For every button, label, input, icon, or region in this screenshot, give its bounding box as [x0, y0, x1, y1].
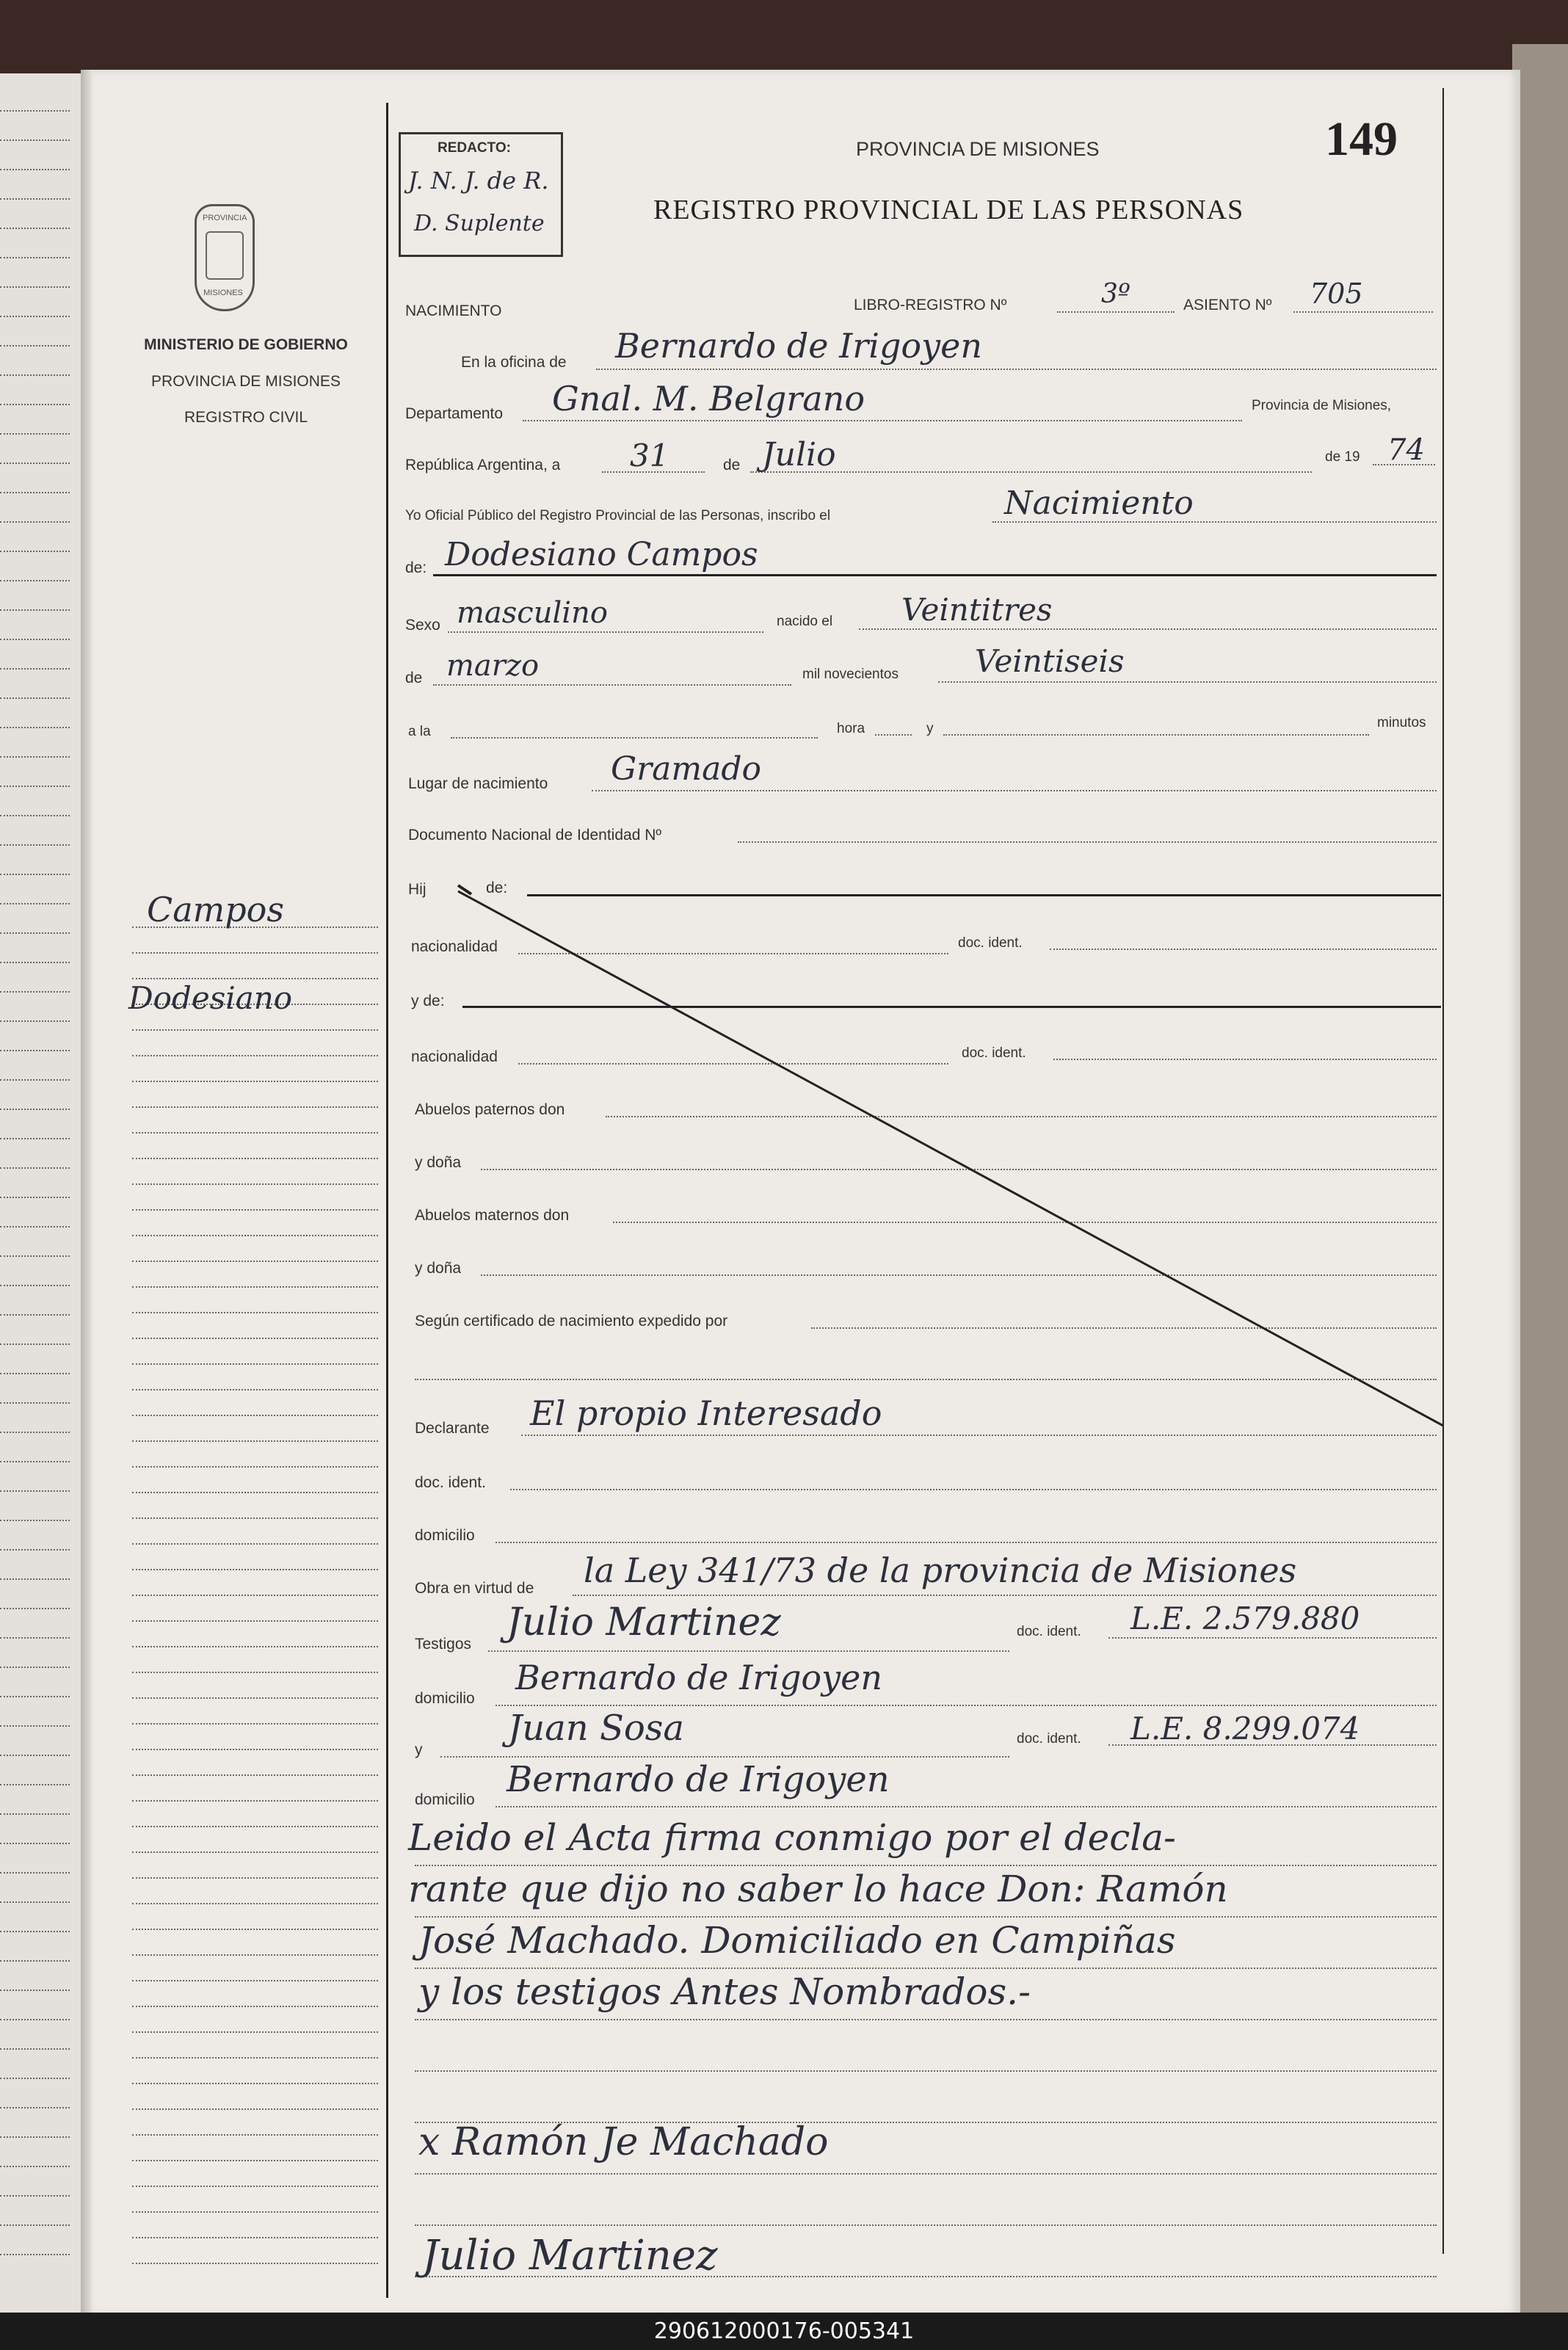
testigos-label: Testigos — [415, 1636, 472, 1653]
y-de-label: y de: — [411, 993, 445, 1009]
testigo2-value: Juan Sosa — [508, 1708, 684, 1749]
seal-text-bottom: MISIONES — [203, 289, 243, 297]
note-line-text-3: José Machado. Domiciliado en Campiñas — [418, 1919, 1176, 1962]
month-value: Julio — [762, 436, 836, 474]
doc-ident4-label: doc. ident. — [1017, 1624, 1081, 1639]
stamp-line2: D. Suplente — [414, 211, 545, 236]
oficina-value: Bernardo de Irigoyen — [615, 326, 982, 366]
obra-value: la Ley 341/73 de la provincia de Misiones — [584, 1551, 1297, 1590]
birth-de-label: de — [405, 670, 423, 686]
signature-testigo: Julio Martinez — [422, 2232, 718, 2280]
margin-given-name: Dodesiano — [128, 980, 293, 1016]
oficina-label: En la oficina de — [461, 354, 567, 371]
hora-y-label: y — [926, 721, 934, 736]
doc-ident5-label: doc. ident. — [1017, 1731, 1081, 1747]
hij-label: Hij — [408, 881, 427, 898]
month-de-label: de — [723, 457, 741, 474]
hora-label: hora — [837, 721, 865, 736]
minutos-label: minutos — [1377, 715, 1426, 730]
asiento-value: 705 — [1310, 278, 1363, 310]
departamento-value: Gnal. M. Belgrano — [552, 379, 865, 418]
section-label: NACIMIENTO — [405, 302, 502, 319]
mil-label: mil novecientos — [802, 667, 899, 682]
note-line-text-2: rante que dijo no saber lo hace Don: Ramón — [408, 1868, 1228, 1910]
person-value: Dodesiano Campos — [445, 536, 758, 573]
day-value: 31 — [630, 438, 669, 474]
signature-declarante: x Ramón Je Machado — [418, 2120, 829, 2164]
a-la-label: a la — [408, 724, 431, 739]
seal-text-top: PROVINCIA — [203, 214, 247, 222]
margin-surname: Campos — [147, 890, 284, 929]
libro-value: 3º — [1101, 279, 1130, 309]
sexo-value: masculino — [457, 596, 608, 630]
nacido-label: nacido el — [777, 614, 833, 629]
birth-month-value: marzo — [446, 649, 540, 683]
stamp-line1: J. N. J. de R. — [408, 167, 549, 195]
abuelos-paternos-label: Abuelos paternos don — [415, 1101, 565, 1118]
birth-year-value: Veintiseis — [975, 643, 1125, 679]
libro-label: LIBRO-REGISTRO Nº — [854, 297, 1007, 313]
dni-label: Documento Nacional de Identidad Nº — [408, 827, 662, 844]
ministry-title: MINISTERIO DE GOBIERNO — [144, 336, 348, 353]
domicilio3-label: domicilio — [415, 1791, 475, 1808]
image-id-caption: 290612000176-005341 — [0, 2313, 1568, 2350]
ministry-province: PROVINCIA DE MISIONES — [151, 373, 341, 390]
y-dona-label: y doña — [415, 1154, 462, 1171]
person-de-label: de: — [405, 559, 427, 576]
testigo1-value: Julio Martinez — [507, 1600, 781, 1644]
declarante-label: Declarante — [415, 1420, 490, 1437]
inscribo-value: Nacimiento — [1004, 485, 1194, 522]
year-value: 74 — [1387, 433, 1425, 467]
stamp-label: REDACTO: — [438, 140, 511, 156]
provincia-label: Provincia de Misiones, — [1252, 398, 1392, 413]
testigo2-dom: Bernardo de Irigoyen — [507, 1759, 890, 1800]
declarante-value: El propio Interesado — [530, 1393, 882, 1433]
registry-title: REGISTRO PROVINCIAL DE LAS PERSONAS — [653, 195, 1244, 225]
nacionalidad-label: nacionalidad — [411, 938, 498, 955]
y-dona2-label: y doña — [415, 1260, 462, 1277]
testigo1-doc: L.E. 2.579.880 — [1130, 1600, 1360, 1636]
republica-label: República Argentina, a — [405, 457, 561, 474]
departamento-label: Departamento — [405, 405, 504, 422]
nacionalidad2-label: nacionalidad — [411, 1048, 498, 1065]
year-label: de 19 — [1325, 449, 1360, 465]
segun-label: Según certificado de nacimiento expedido por — [415, 1313, 728, 1330]
province-header: PROVINCIA DE MISIONES — [856, 138, 1100, 160]
note-line-text-4: y los testigos Antes Nombrados.- — [418, 1970, 1031, 2013]
abuelos-maternos-label: Abuelos maternos don — [415, 1207, 570, 1224]
lugar-value: Gramado — [611, 750, 762, 788]
testigo2-doc: L.E. 8.299.074 — [1130, 1711, 1360, 1747]
testigo1-dom: Bernardo de Irigoyen — [515, 1658, 882, 1697]
ministry-registry: REGISTRO CIVIL — [184, 409, 308, 426]
doc-ident2-label: doc. ident. — [962, 1045, 1026, 1061]
y2-label: y — [415, 1741, 423, 1758]
note-line-text-1: Leido el Acta firma conmigo por el decla- — [408, 1816, 1176, 1859]
domicilio2-label: domicilio — [415, 1690, 475, 1707]
hij-de-label: de: — [486, 880, 508, 896]
oficial-label: Yo Oficial Público del Registro Provincial de las Personas, inscribo el — [405, 508, 831, 523]
doc-ident3-label: doc. ident. — [415, 1474, 486, 1491]
sexo-label: Sexo — [405, 617, 440, 634]
nacido-value: Veintitres — [901, 592, 1053, 628]
obra-label: Obra en virtud de — [415, 1580, 534, 1597]
lugar-label: Lugar de nacimiento — [408, 775, 548, 792]
asiento-label: ASIENTO Nº — [1183, 297, 1272, 313]
doc-ident-label: doc. ident. — [958, 935, 1023, 951]
page-number: 149 — [1325, 112, 1398, 166]
domicilio-label: domicilio — [415, 1527, 475, 1544]
diagonal-strike — [458, 891, 1443, 1426]
